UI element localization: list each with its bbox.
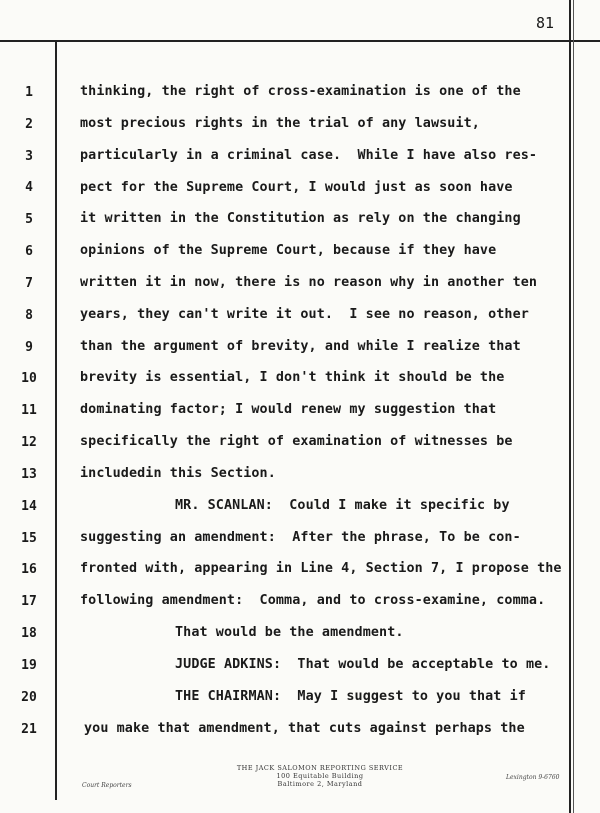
- right-margin-rule: [569, 0, 571, 813]
- speaker-line: JUDGE ADKINS: That would be acceptable to me.: [175, 657, 551, 672]
- transcript-line: thinking, the right of cross-examination is one of the: [80, 84, 521, 99]
- line-number: 1: [25, 85, 33, 100]
- line-number: 15: [21, 531, 37, 546]
- line-number: 2: [25, 117, 33, 132]
- transcript-line: most precious rights in the trial of any lawsuit,: [80, 116, 480, 131]
- header-rule: [0, 40, 600, 42]
- transcript-line: suggesting an amendment: After the phrase, To be con-: [80, 530, 521, 545]
- transcript-line: following amendment: Comma, and to cross-examine, comma.: [80, 593, 546, 608]
- footer-court-reporters: Court Reporters: [82, 782, 132, 789]
- transcript-line: opinions of the Supreme Court, because if they have: [80, 243, 497, 258]
- line-number: 21: [21, 722, 37, 737]
- service-city: Baltimore 2, Maryland: [277, 780, 363, 788]
- line-number: 11: [21, 403, 37, 418]
- footer-phone: Lexington 9-6760: [506, 774, 560, 781]
- transcript-line: you make that amendment, that cuts against perhaps the: [84, 721, 525, 736]
- line-number: 6: [25, 244, 33, 259]
- transcript-line: includedin this Section.: [80, 466, 276, 481]
- transcript-line: fronted with, appearing in Line 4, Section 7, I propose the: [80, 561, 562, 576]
- reporting-service-footer: [200, 764, 440, 788]
- line-number: 14: [21, 499, 37, 514]
- line-number: 16: [21, 562, 37, 577]
- transcript-line: That would be the amendment.: [175, 625, 404, 640]
- right-margin-rule-inner: [573, 0, 574, 813]
- transcript-line: years, they can't write it out. I see no reason, other: [80, 307, 529, 322]
- line-number: 9: [25, 340, 33, 355]
- transcript-line: brevity is essential, I don't think it should be the: [80, 370, 505, 385]
- line-number: 8: [25, 308, 33, 323]
- transcript-line: written it in now, there is no reason why in another ten: [80, 275, 538, 290]
- line-number: 7: [25, 276, 33, 291]
- transcript-line: than the argument of brevity, and while I realize that: [80, 339, 521, 354]
- line-number: 10: [21, 371, 37, 386]
- page-number: 81: [535, 14, 555, 32]
- transcript-line: specifically the right of examination of witnesses be: [80, 434, 513, 449]
- line-number: 18: [21, 626, 37, 641]
- transcript-line: pect for the Supreme Court, I would just as soon have: [80, 180, 513, 195]
- line-number: 20: [21, 690, 37, 705]
- speaker-line: THE CHAIRMAN: May I suggest to you that if: [175, 689, 526, 704]
- line-number: 17: [21, 594, 37, 609]
- transcript-line: it written in the Constitution as rely on the changing: [80, 211, 521, 226]
- line-number: 12: [21, 435, 37, 450]
- service-building: 100 Equitable Building: [276, 772, 364, 780]
- line-number: 3: [25, 149, 33, 164]
- line-number: 4: [25, 180, 33, 195]
- transcript-line: dominating factor; I would renew my suggestion that: [80, 402, 497, 417]
- service-name: THE JACK SALOMON REPORTING SERVICE: [236, 764, 404, 772]
- left-margin-rule: [55, 40, 57, 800]
- speaker-line: MR. SCANLAN: Could I make it specific by: [175, 498, 510, 513]
- transcript-line: particularly in a criminal case. While I have also res-: [80, 148, 538, 163]
- line-number: 5: [25, 212, 33, 227]
- line-number: 19: [21, 658, 37, 673]
- line-number: 13: [21, 467, 37, 482]
